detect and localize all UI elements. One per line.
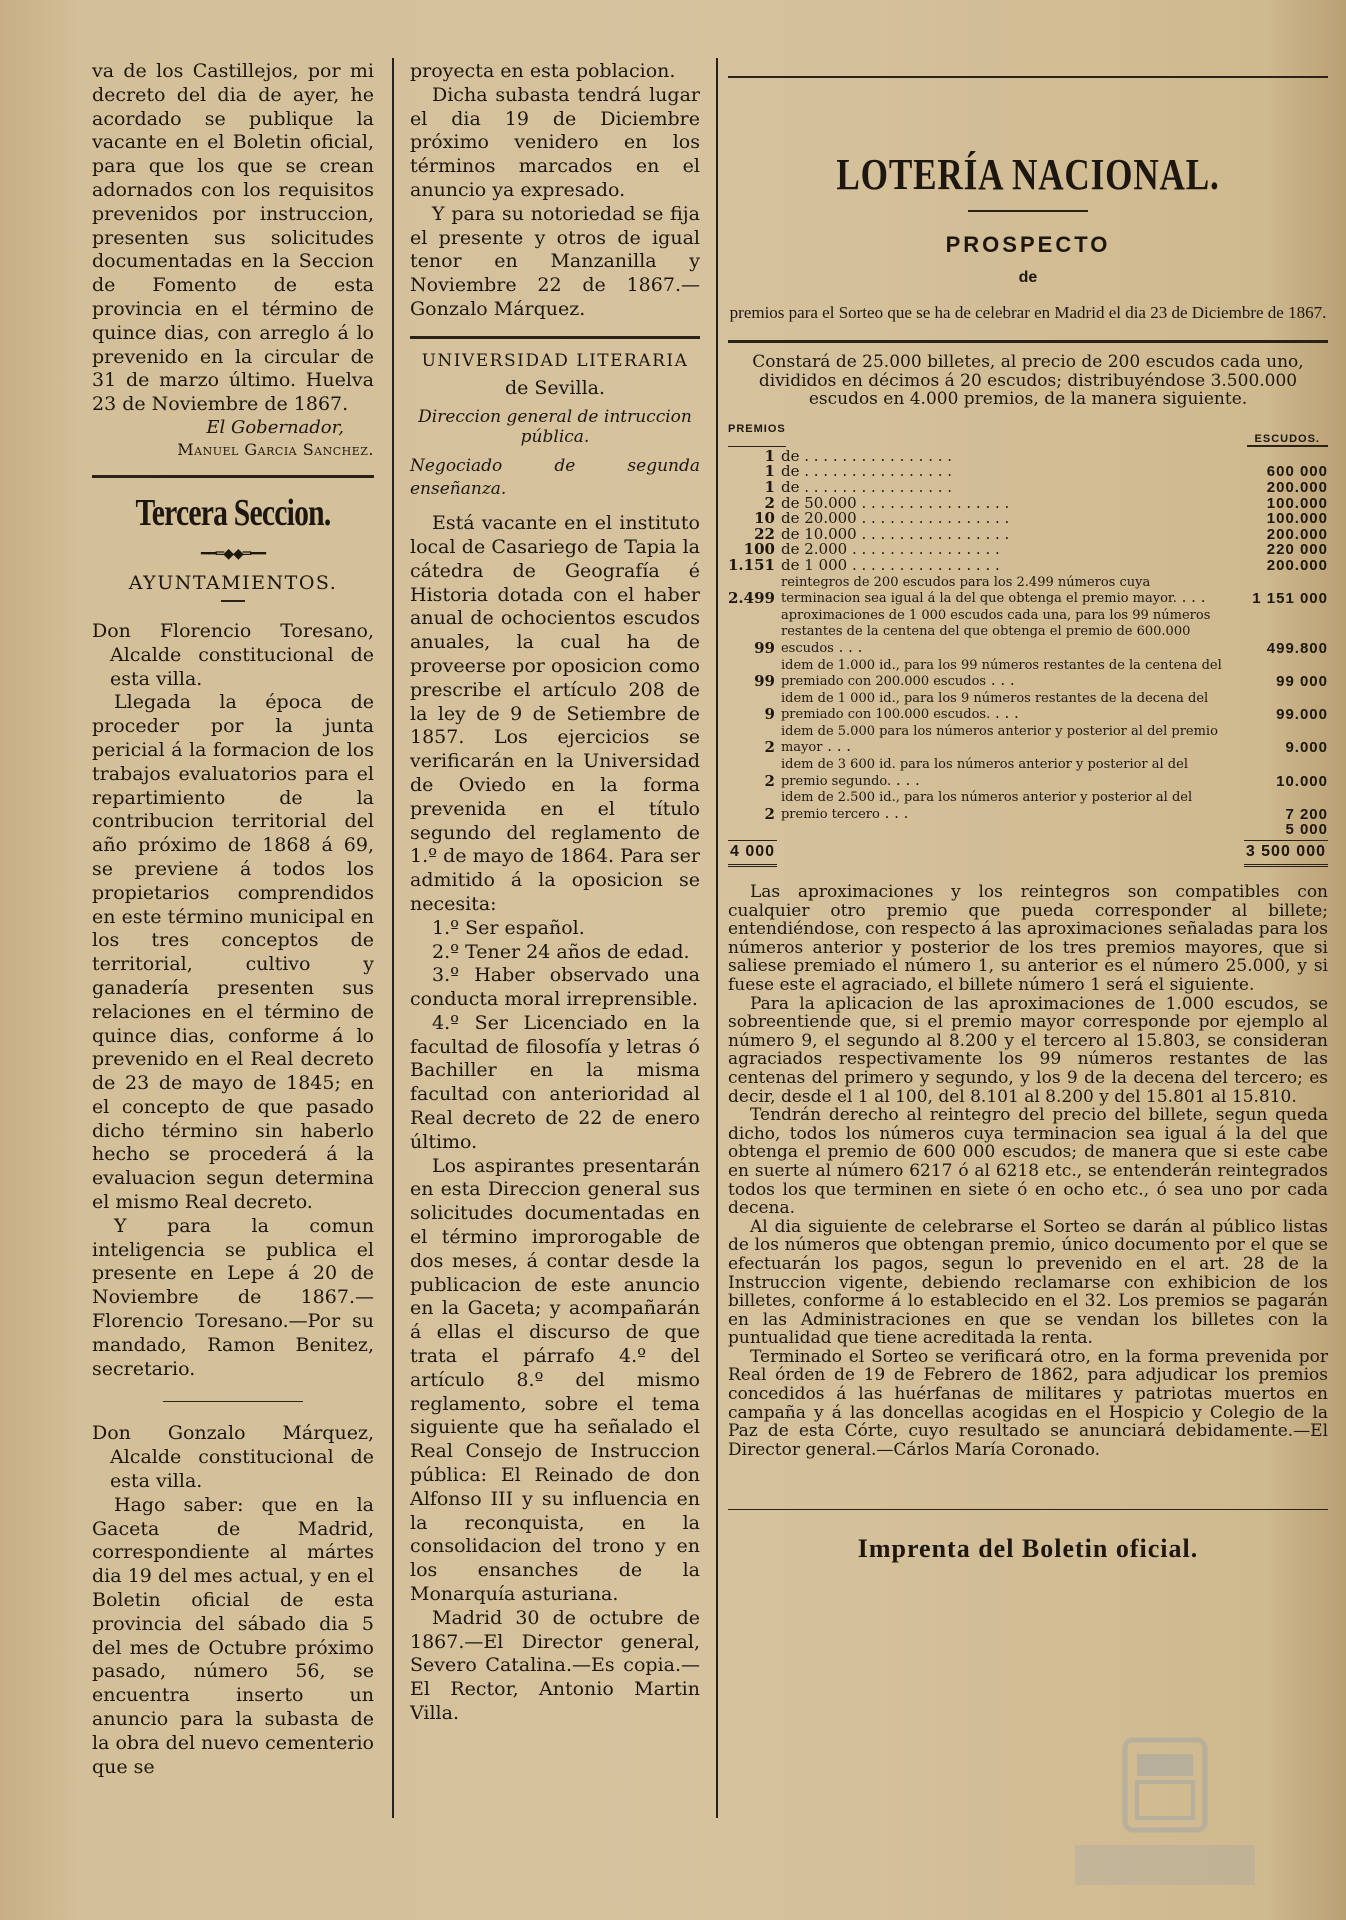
column-divider (392, 58, 394, 1818)
notice-paragraph: Madrid 30 de octubre de 1867.—El Director general, Severo Catalina.—Es copia.—El Rector, Antonio Martin Villa. (410, 1606, 700, 1724)
leader-dots: . . . (822, 737, 852, 756)
notice-paragraph: Hago saber: que en la Gaceta de Madrid, correspondiente al mártes dia 19 del mes actual, y en el Boletin oficial de esta provincia del sábado dia 5 del mes de Octubre próximo pasado, número 56, se encuentra inserto un anuncio para la subasta de la obra del nuevo cementerio que se (92, 1493, 374, 1778)
prize-quantity: 2 (764, 738, 775, 757)
leader-dots: . . . (879, 803, 909, 822)
leader-dots: . . . . . . . . . . . . . . . . (856, 524, 1010, 543)
leader-dots: . . . . . . . . . . . . . . . . (847, 540, 1000, 559)
notice-separator (163, 1401, 303, 1402)
printer-imprint: Imprenta del Boletin oficial. (857, 1534, 1199, 1564)
prize-amount: 200.000 (1266, 556, 1328, 574)
prize-row (728, 756, 1328, 789)
prize-description-text: de 10.000 (780, 524, 857, 543)
prize-row (728, 690, 1328, 723)
prize-description (779, 607, 1228, 657)
university-place: de Sevilla. (504, 376, 606, 399)
prize-row (728, 574, 1328, 607)
prize-description-text: de 1 000 (780, 555, 848, 574)
notice-heading: Don Florencio Toresano, Alcalde constitucional de esta villa. (92, 619, 374, 690)
leader-dots: . . . (833, 637, 863, 656)
prize-description-text: idem de 3 600 id. para los números anterior y posterior al del premio segundo. (780, 757, 1188, 789)
prize-quantity: 99 (754, 672, 775, 691)
prize-row (728, 558, 1328, 574)
prize-amount: 100.000 (1266, 494, 1328, 512)
title-underline (968, 210, 1088, 212)
prize-description-text: reintegros de 200 escudos para los 2.499 números cuya terminacion sea igual á la del que obtenga el premio mayor. (780, 574, 1177, 607)
notice-paragraph: Dicha subasta tendrá lugar el dia 19 de Diciembre próximo venidero en los términos marcados en el anuncio ya expresado. (410, 83, 700, 201)
requirement-item: 4.º Ser Licenciado en la facultad de filosofía y letras ó Bachiller en la misma facultad con anterioridad al Real decreto de 22 de enero último. (410, 1011, 700, 1153)
lottery-title: LOTERÍA NACIONAL. (836, 150, 1220, 199)
prize-quantity: 1 (764, 462, 775, 481)
lottery-paragraph: Las aproximaciones y los reintegros son compatibles con cualquier otro premio que pueda corresponder al billete; entendiéndose, con respecto á las aproximaciones señaladas para los números anterior y posterior de los tres premios mayores, que si saliese premiado el número 1, su anterior es el número 25.000, y si fuese este el agraciado, el billete número 1 será el siguiente. (728, 882, 1328, 995)
subsection-heading: AYUNTAMIENTOS. (128, 571, 338, 594)
total-prizes: 4 000 (728, 840, 777, 867)
continued-text: va de los Castillejos, por mi decreto del dia de ayer, he acordado se publique la vacante en el Boletin oficial, para que los que se crean adornados con los requisitos prevenidos por instruccion, presenten sus solicitudes documentadas en la Seccion de Fomento de esta provincia en el término de quince dias, con arreglo á lo prevenido en la circular de 31 de marzo último. Huelva 23 de Noviembre de 1867. (92, 60, 374, 416)
prize-amount (1228, 449, 1328, 465)
notice-paragraph: Llegada la época de proceder por la junta pericial á la formacion de los trabajos evaluatorios para el repartimiento de la contribucion territorial del año próximo de 1868 á 69, se previene á todos los propietarios comprendidos en este término municipal en los tres conceptos de territorial, cultivo y ganadería presenten sus relaciones en el término de quince dias, conforme á lo prevenido en el Real decreto de 23 de mayo de 1845; en el concepto de que pasado dicho término sin haberlo hecho se procederá á la evaluacion segun determina el mismo Real decreto. (92, 691, 374, 1214)
office-heading: Negociado de segunda enseñanza. (410, 455, 700, 500)
prize-amount: 600 000 (1266, 463, 1328, 481)
column-divider (716, 58, 718, 1818)
leader-dots: . . . . . . . . . . . . . . . . (799, 477, 953, 496)
prize-quantity: 1 (764, 477, 775, 496)
prize-quantity: 2 (764, 771, 775, 790)
prize-quantity: 99 (754, 638, 775, 657)
direction-heading: Direccion general de intruccion pública. (418, 406, 692, 447)
prize-quantity: 9 (764, 705, 775, 724)
column-header-premios: PREMIOS (728, 423, 786, 447)
prize-description (779, 690, 1228, 723)
leader-dots: . . . . . . . . . . . . . . . . (799, 446, 953, 465)
closing-rule (728, 1509, 1328, 1510)
prize-amount: 220 000 (1266, 541, 1328, 559)
prize-amount: 1 151 000 (1252, 590, 1328, 608)
prize-description-text: de (780, 462, 800, 481)
lottery-paragraph: Para la aplicacion de las aproximaciones de 1.000 escudos, se sobreentiende que, si el premio mayor corresponde por ejemplo al número 9, el segundo al 8.200 y el tercero al 15.803, se consideran agraciados respectivamente los 99 números restantes de las centenas del primero y segundo, y los 9 de la decena del tercero; es decir, desde el 1 al 100, del 8.101 al 8.200 y del 15.801 al 15.810. (728, 993, 1328, 1107)
prize-description-text: idem de 2.500 id., para los números anterior y posterior al del premio tercero (780, 790, 1193, 822)
leader-dots: . . . . . . . . . . . . . . . . (856, 509, 1010, 528)
column-1 (92, 60, 374, 1779)
prize-description-text: de 50.000 (780, 493, 857, 512)
prize-description (779, 657, 1228, 690)
column-header-escudos: ESCUDOS. (1247, 433, 1328, 447)
notice-paragraph: Los aspirantes presentarán en esta Direccion general sus solicitudes documentadas en el término improrogable de dos meses, á contar desde la publicacion de este anuncio en la Gaceta; y acompañarán á ellas el discurso de que trata el párrafo 4.º del artículo 8.º del mismo reglamento, sobre el tema siguiente que ha señalado el Real Consejo de Instruccion pública: El Reinado de don Alfonso III y su influencia en la reconquista, en la consolidacion del trono y en los ensanches de la Monarquía asturiana. (410, 1154, 700, 1606)
section-rule (728, 340, 1328, 343)
column-3-lottery (728, 60, 1328, 1564)
university-title: UNIVERSIDAD LITERARIA (421, 350, 689, 371)
leader-dots: . . . . . . . . . . . . . . . . (799, 462, 953, 481)
prize-description (779, 574, 1228, 607)
column-2 (410, 60, 700, 1726)
leader-dots: . . . . . . . . . . . . . . . . (847, 555, 1000, 574)
requirement-item: 3.º Haber observado una conducta moral irreprensible. (410, 964, 700, 1011)
notice-heading: Don Gonzalo Márquez, Alcalde constitucional de esta villa. (92, 1422, 374, 1493)
prize-quantity: 2 (764, 493, 775, 512)
prize-quantity: 2 (764, 804, 775, 823)
prize-table (728, 446, 1328, 839)
signature-name: Manuel Garcia Sanchez. (177, 439, 374, 459)
prize-amount: 99 000 (1276, 673, 1328, 691)
prize-amount: 499.800 (1266, 639, 1328, 657)
prize-amount: 5 000 (1285, 821, 1328, 839)
prize-description-text: idem de 1 000 id., para los 9 números restantes de la decena del premiado con 100.000 escudos. (780, 690, 1209, 723)
prospectus-heading: PROSPECTO (945, 232, 1111, 257)
prize-description-text: de (780, 446, 800, 465)
top-rule (728, 76, 1328, 78)
prize-description-text: de (780, 477, 800, 496)
notice-separator (410, 336, 700, 339)
prize-row (728, 607, 1328, 657)
prize-description-text: idem de 5.000 para los números anterior y posterior al del premio mayor (780, 723, 1218, 756)
signature-title: El Gobernador, (206, 416, 344, 438)
lottery-intro: Constará de 25.000 billetes, al precio de 200 escudos cada uno, divididos en décimos á 20 escudos; distribuyéndose 3.500.000 escudos en 4.000 premios, de la manera siguiente. (752, 352, 1304, 410)
prize-description (779, 723, 1228, 756)
leader-dots: . . . (1176, 588, 1206, 607)
ornament-divider: ━━═◆◆═━━ (200, 545, 266, 562)
prize-description (779, 822, 1228, 838)
leader-dots: . . . (990, 704, 1019, 723)
prize-description (779, 555, 1228, 574)
total-escudos: 3 500 000 (1244, 840, 1328, 867)
prospectus-de: de (1018, 269, 1038, 286)
prize-amount: 7 200 (1285, 805, 1328, 823)
prize-description-text: idem de 1.000 id., para los 99 números restantes de la centena del premiado con 200.000 escudos (780, 657, 1222, 690)
archive-watermark-icon (1065, 1730, 1265, 1890)
leader-dots: . . . . . . . . . . . . . . . . (856, 493, 1010, 512)
prize-amount: 99.000 (1276, 706, 1328, 724)
prize-quantity: 2.499 (728, 589, 775, 608)
prize-amount: 9.000 (1285, 739, 1328, 757)
prize-row (728, 789, 1328, 822)
prize-quantity: 22 (754, 524, 775, 543)
lottery-paragraph: Al dia siguiente de celebrarse el Sorteo se darán al público listas de los números que obtengan premio, único documento por el que se efectuarán los pagos, segun lo prevenido en el art. 28 de la Instruccion vigente, debiendo reclamarse con exhibicion de los billetes, conforme á lo establecido en el 32. Los premios se pagarán en las Administraciones en que se vendan los billetes con la puntualidad que tiene acreditada la renta. (728, 1216, 1328, 1349)
prize-quantity: 1 (764, 446, 775, 465)
prize-description-text: de 2.000 (780, 540, 848, 559)
prize-amount: 10.000 (1276, 772, 1328, 790)
prize-totals (728, 840, 1328, 867)
prize-amount: 100.000 (1266, 510, 1328, 528)
prize-row (728, 723, 1328, 756)
prize-description-text: de 20.000 (780, 509, 857, 528)
section-rule (92, 475, 374, 478)
section-title: Tercera Seccion. (135, 491, 331, 534)
prize-quantity: 100 (743, 540, 775, 559)
prize-description (779, 756, 1228, 789)
leader-dots: . . . (986, 671, 1015, 690)
lottery-paragraph: Terminado el Sorteo se verificará otro, en la forma prevenida por Real órden de 19 de Febrero de 1862, para adjudicar los premios concedidos á las huérfanas de militares y patriotas muertos en campaña y á las doncellas acogidas en el Hospicio y Colegio de la Paz de esta Córte, cuyo resultado se anunciará debidamente.—El Director general.—Cárlos María Coronado. (728, 1346, 1328, 1460)
prize-row (728, 822, 1328, 838)
prize-description-text: aproximaciones de 1 000 escudos cada una, para los 99 números restantes de la centena del que obtenga el premio de 600.000 escudos (780, 607, 1211, 656)
prize-row (728, 657, 1328, 690)
leader-dots: . . . (891, 770, 920, 789)
prizes-line: premios para el Sorteo que se ha de celebrar en Madrid el dia 23 de Diciembre de 1867. (729, 303, 1327, 322)
heading-dash (221, 600, 245, 602)
notice-paragraph: Y para su notoriedad se fija el presente y otros de igual tenor en Manzanilla y Noviembre 22 de 1867.—Gonzalo Márquez. (410, 202, 700, 320)
prize-description (779, 789, 1228, 822)
notice-paragraph: Y para la comun inteligencia se publica el presente en Lepe á 20 de Noviembre de 1867.—Florencio Toresano.—Por su mandado, Ramon Benitez, secretario. (92, 1214, 374, 1380)
prize-amount: 200.000 (1266, 478, 1328, 496)
requirement-item: 2.º Tener 24 años de edad. (432, 940, 690, 963)
prize-quantity (728, 822, 779, 838)
lottery-paragraph: Tendrán derecho al reintegro del precio del billete, segun queda dicho, todos los números cuya terminacion sea igual á la del que obtenga el premio de 600 000 escudos; de manera que si este cabe en suerte al número 6217 ó al 6218 etc., se entenderán reintegrados todos los que terminen en siete ó en ocho etc., ó sea uno por cada decena. (728, 1105, 1328, 1219)
continued-text: proyecta en esta poblacion. (410, 60, 676, 82)
requirement-item: 1.º Ser español. (432, 916, 585, 939)
prize-quantity: 10 (754, 509, 775, 528)
prize-amount: 200.000 (1266, 525, 1328, 543)
notice-paragraph: Está vacante en el instituto local de Casariego de Tapia la cátedra de Geografía é Historia dotada con el haber anual de ochocientos escudos anuales, la cual ha de proveerse por oposicion como prescribe el artículo 208 de la ley de 9 de Setiembre de 1857. Los ejercicios se verificarán en la Universidad de Oviedo en la forma prevenida en el título segundo del reglamento de 1.º de mayo de 1864. Para ser admitido á la oposicion se necesita: (410, 512, 700, 915)
prize-quantity: 1.151 (728, 555, 775, 574)
